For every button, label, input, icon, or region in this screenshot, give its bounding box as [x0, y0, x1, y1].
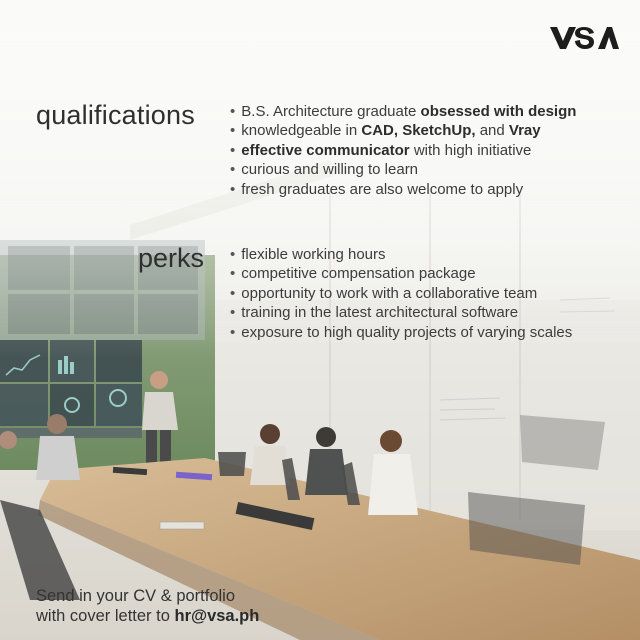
vsa-logo-icon [548, 24, 620, 52]
perk-item: • opportunity to work with a collaborative team [230, 284, 572, 303]
footer-line-1: Send in your CV & portfolio [36, 587, 236, 605]
application-instructions [36, 586, 259, 626]
qualification-item: • fresh graduates are also welcome to apply [230, 180, 576, 199]
perk-item: • competitive compensation package [230, 264, 572, 283]
perk-item: • flexible working hours [230, 245, 572, 264]
perk-item: • training in the latest architectural software [230, 303, 572, 322]
qualification-item: • knowledgeable in CAD, SketchUp, and Vray [230, 121, 576, 140]
qualifications-list [230, 102, 576, 199]
qualification-item: • effective communicator with high initiative [230, 141, 576, 160]
qualifications-heading: qualifications [36, 100, 195, 130]
email-link[interactable]: hr@vsa.ph [174, 607, 260, 625]
perk-item: • exposure to high quality projects of varying scales [230, 323, 572, 342]
perks-heading: perks [138, 243, 205, 273]
perks-list [230, 245, 572, 342]
qualification-item: • curious and willing to learn [230, 160, 576, 179]
qualification-item: • B.S. Architecture graduate obsessed with design [230, 102, 576, 121]
footer-line-2: with cover letter to hr@vsa.ph [36, 607, 260, 625]
